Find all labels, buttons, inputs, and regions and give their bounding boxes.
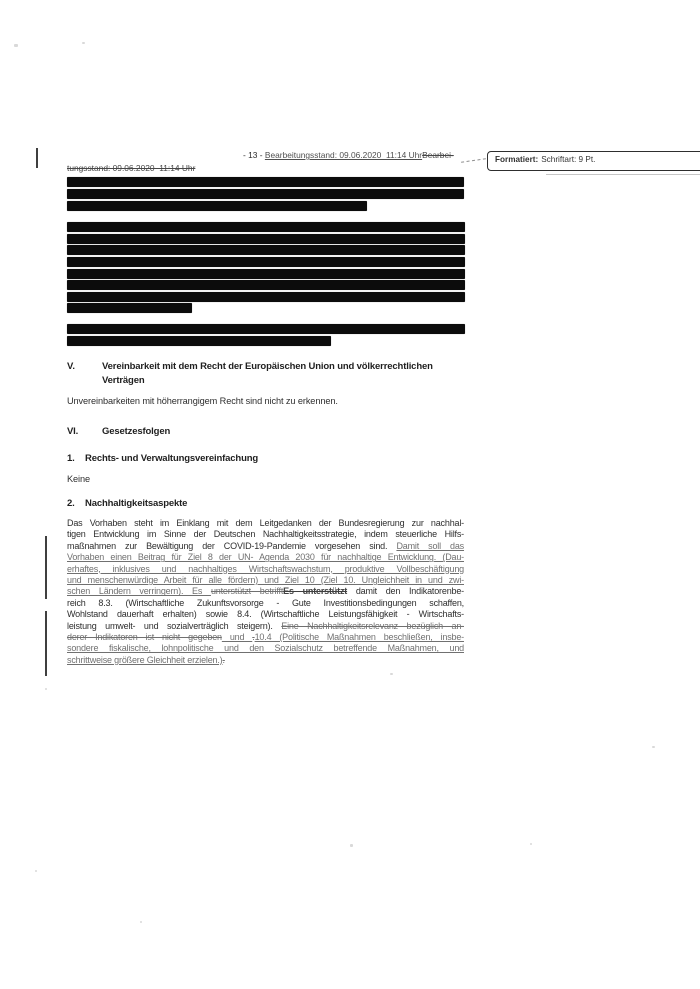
paragraph-line <box>67 586 464 597</box>
redaction-bar <box>67 189 464 199</box>
deleted-text-segment: . <box>222 654 225 665</box>
paragraph-line <box>67 621 464 632</box>
section-v-title-line1: Vereinbarkeit mit dem Recht der Europäischen Union und völkerrechtlichen <box>102 361 433 372</box>
redaction-bar <box>67 257 465 267</box>
inserted-text-segment: Damit soll das <box>396 540 465 551</box>
redaction-bar <box>67 234 465 244</box>
revision-change-bar <box>45 611 47 676</box>
scan-speck <box>140 921 142 923</box>
redaction-bar <box>67 222 465 232</box>
section-vi-number: VI. <box>67 426 79 437</box>
scan-artifact-line <box>546 174 700 175</box>
redaction-bar <box>67 280 465 290</box>
redaction-bar <box>67 201 367 211</box>
paragraph-line <box>67 598 464 609</box>
comment-label: Formatiert: <box>495 155 539 164</box>
page-header <box>243 150 454 160</box>
deleted-text-segment: derer Indikatoren ist nicht gegeben <box>67 632 222 642</box>
section-v-heading <box>67 360 467 388</box>
inserted-text-segment: 10.4 (Politische Maßnahmen beschließen, insbe- <box>254 632 464 642</box>
scan-speck <box>35 870 37 872</box>
comment-connector-line <box>461 158 486 162</box>
revision-change-bar <box>45 536 47 599</box>
text-segment: reich 8.3. (Wirtschaftliche Zukunftsvorsorge - Gute Investitionsbedingungen schaffen, <box>67 597 464 608</box>
text-segment: maßnahmen zur Bewältigung der COVID-19-Pandemie vorgesehen sind. <box>67 540 397 551</box>
paragraph-line <box>67 643 464 654</box>
section-v-number: V. <box>67 361 75 372</box>
text-segment: Das Vorhaben steht im Einklang mit dem Leitgedanken der Bundesregierung zur nachhal- <box>67 518 464 528</box>
deleted-text-segment: Eine Nachhaltigkeitsrelevanz bezüglich an- <box>281 620 464 631</box>
paragraph-line <box>67 552 464 563</box>
paragraph-line <box>67 529 464 540</box>
paragraph-line <box>67 632 464 643</box>
scan-speck <box>390 673 393 675</box>
page-number: - 13 - <box>243 150 265 160</box>
inserted-text-segment: schrittweise größere Gleichheit erzielen.) <box>67 654 223 665</box>
paragraph-line <box>67 609 464 620</box>
redaction-bar <box>67 177 464 187</box>
redaction-bar <box>67 269 465 279</box>
paragraph-line <box>67 541 464 552</box>
paragraph-line <box>67 655 464 666</box>
section-v-title-line2: Verträgen <box>102 375 145 386</box>
format-comment-box <box>487 151 700 171</box>
text-segment: Wohlstand dauerhaft erhalten) sowie 8.4. (Wirtschaftliche Leistungsfähigkeit - Wirtschafts- <box>67 609 464 620</box>
inserted-text-segment: Vorhaben einen Beitrag für Ziel 8 der UN- Agenda 2030 für nachhaltige Entwicklung. (Dau- <box>67 552 464 563</box>
redaction-bar <box>67 336 331 346</box>
text-segment: damit den Indikatorenbe- <box>347 586 464 597</box>
subsection-2-number: 2. <box>67 498 75 509</box>
section-vi-title: Gesetzesfolgen <box>102 426 171 437</box>
inserted-text-segment: erhaftes, inklusives und nachhaltiges Wirtschaftswachstum, produktive Vollbeschäftigung <box>67 563 464 574</box>
subsection-1-number: 1. <box>67 453 75 464</box>
subsection-1-heading <box>67 452 450 466</box>
scan-speck <box>14 44 18 47</box>
subsection-1-title: Rechts- und Verwaltungsvereinfachung <box>85 453 259 464</box>
revision-change-bar <box>36 148 38 168</box>
deleted-text-segment: unterstützt betrifft <box>210 586 284 597</box>
deleted-bold-text-segment: Es unterstützt <box>283 586 348 597</box>
comment-text: Schriftart: 9 Pt. <box>541 155 596 164</box>
scan-speck <box>45 688 47 690</box>
paragraph-line <box>67 564 464 575</box>
text-segment: leistung umwelt- und sozialverträglich steigern). <box>67 620 282 631</box>
section-vi-heading <box>67 425 467 439</box>
subsection-1-body: Keine <box>67 474 90 484</box>
paragraph-line <box>67 575 464 586</box>
scan-speck <box>82 42 85 44</box>
redaction-bar <box>67 324 465 334</box>
text-segment: tigen Entwicklung im Sinne der Deutschen Nachhaltigkeitsstrategie, indem steuerliche Hilfs- <box>67 529 464 540</box>
redaction-bar <box>67 303 192 313</box>
header-deleted-fragment: Bearbei- <box>422 150 454 160</box>
section-v-body: Unvereinbarkeiten mit höherrangigem Recht sind nicht zu erkennen. <box>67 396 338 406</box>
inserted-text-segment: und <box>221 632 253 642</box>
subsection-2-heading <box>67 497 450 511</box>
header-inserted-stamp: Bearbeitungsstand: 09.06.2020 11:14 Uhr <box>264 150 423 160</box>
redaction-bar <box>67 245 465 255</box>
inserted-text-segment: schen Ländern verringern). Es <box>67 586 211 597</box>
scan-speck <box>652 746 655 748</box>
inserted-text-segment: und menschenwürdige Arbeit für alle fördern) und Ziel 10 (Ziel 10. Ungleichheit in und zwi- <box>67 575 464 585</box>
redaction-bar <box>67 292 465 302</box>
subsection-2-title: Nachhaltigkeitsaspekte <box>85 498 188 509</box>
paragraph-line <box>67 518 464 529</box>
scan-speck <box>530 843 532 845</box>
header-deleted-wrap-line: tungsstand: 09.06.2020 11:14 Uhr <box>67 163 196 173</box>
scan-speck <box>350 844 353 847</box>
inserted-text-segment: sondere fiskalische, lohnpolitische und den Sozialschutz betreffende Maßnahmen, und <box>67 643 464 654</box>
deleted-text-segment: . <box>252 632 255 642</box>
